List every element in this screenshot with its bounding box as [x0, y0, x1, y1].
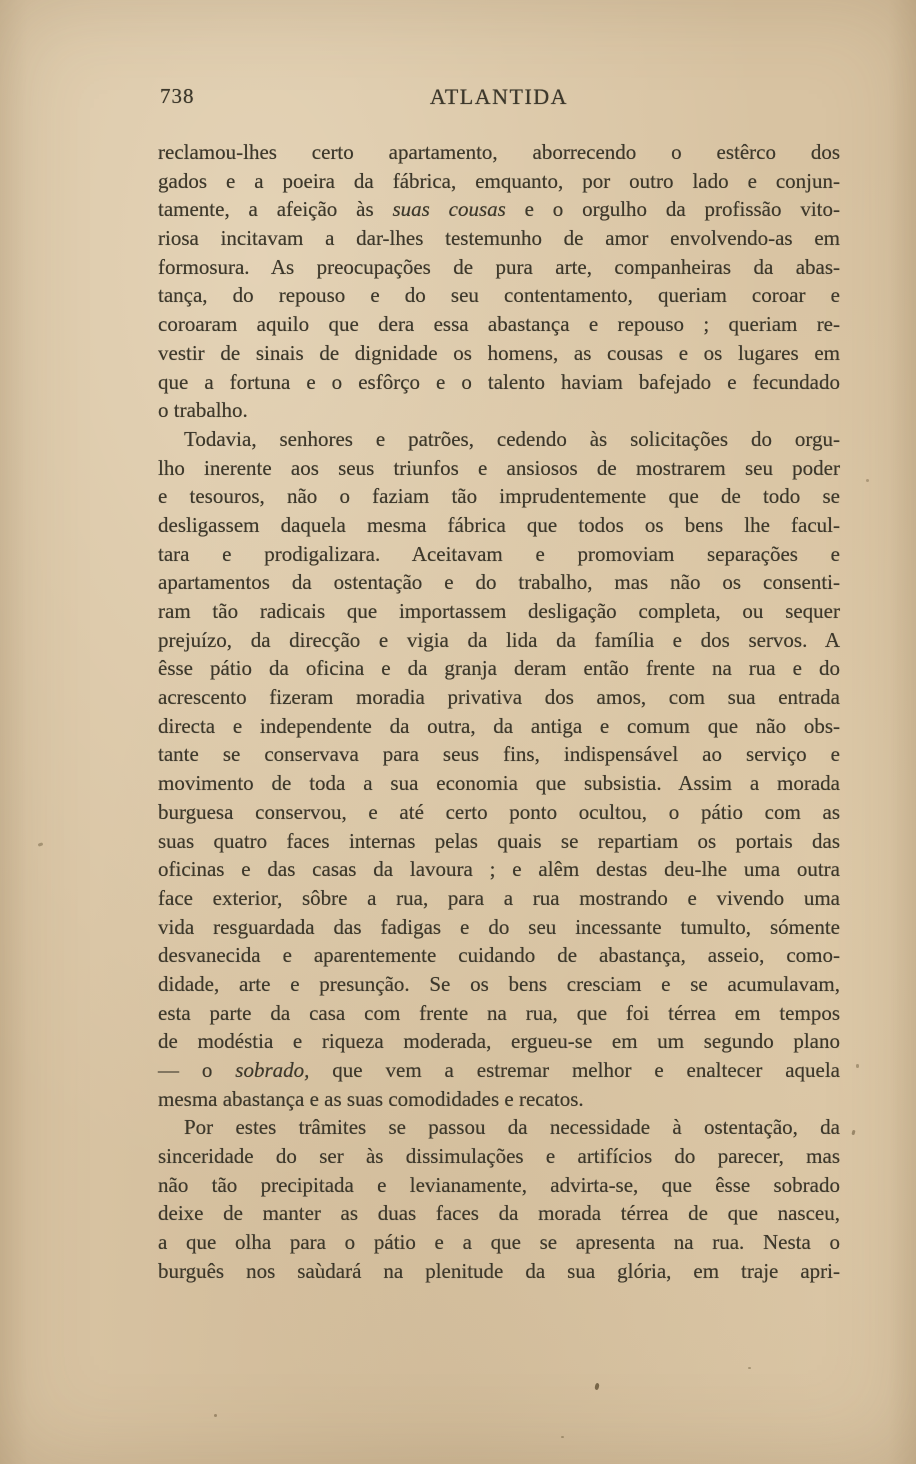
- text-line: movimento de toda a sua economia que subsistia. Assim a morada: [158, 771, 840, 796]
- text-line: ram tão radicais que importassem desligação completa, ou sequer: [158, 599, 840, 623]
- text-line: vestir de sinais de dignidade os homens, as cousas e os lugares em: [158, 340, 840, 365]
- text-line: Por estes trâmites se passou da necessidade à ostentação, da: [184, 1115, 840, 1140]
- text-line: mesma abastança e as suas comodidades e recatos.: [158, 1086, 584, 1111]
- text-line: formosura. As preocupações de pura arte, companheiras da abas-: [158, 254, 840, 279]
- paper-speck: [561, 1436, 564, 1438]
- running-head: [158, 84, 840, 112]
- paper-speck: [851, 1130, 855, 1136]
- text-line: lho inerente aos seus triunfos e ansiosos de mostrarem seu poder: [158, 455, 840, 480]
- text-line: desligassem daquela mesma fábrica que todos os bens lhe facul-: [158, 512, 840, 537]
- text-line: prejuízo, da direcção e vigia da lida da família e dos servos. A: [158, 627, 840, 652]
- paper-speck: [38, 842, 44, 847]
- text-line: tante se conservava para seus fins, indispensável ao serviço e: [158, 742, 840, 767]
- text-line: didade, arte e presunção. Se os bens cresciam e se acumulavam,: [158, 971, 840, 996]
- text-line: tara e prodigalizara. Aceitavam e promoviam separações e: [158, 541, 840, 566]
- text-line: que a fortuna e o esfôrço e o talento haviam bafejado e fecundado: [158, 369, 840, 394]
- text-line: o trabalho.: [158, 398, 248, 423]
- paragraph: [158, 138, 840, 425]
- text-line: êsse pátio da oficina e da granja deram então frente na rua e do: [158, 656, 840, 681]
- text-line: não tão precipitada e levianamente, advirta-se, que êsse sobrado: [158, 1172, 840, 1197]
- text-line: acrescento fizeram moradia privativa dos amos, com sua entrada: [158, 685, 840, 710]
- page-number: 738: [160, 84, 195, 108]
- text-line: e tesouros, não o faziam tão imprudentemente que de todo se: [158, 484, 840, 509]
- text-line: suas quatro faces internas pelas quais se repartiam os portais das: [158, 828, 840, 853]
- text-line: vida resguardada das fadigas e do seu incessante tumulto, sómente: [158, 914, 840, 939]
- text-line: a que olha para o pátio e a que se apresenta na rua. Nesta o: [158, 1230, 840, 1255]
- page-title: ATLANTIDA: [429, 84, 569, 109]
- text-line: Todavia, senhores e patrões, cedendo às solicitações do orgu-: [184, 426, 840, 451]
- text-line: coroaram aquilo que dera essa abastança e repouso ; queriam re-: [158, 312, 840, 337]
- text-line: burguês nos saùdará na plenitude da sua glória, em traje apri-: [158, 1258, 840, 1283]
- text-line: tança, do repouso e do seu contentamento, queriam coroar e: [158, 283, 840, 308]
- text-line: deixe de manter as duas faces da morada térrea de que nasceu,: [158, 1201, 840, 1226]
- text-line: gados e a poeira da fábrica, emquanto, por outro lado e conjun-: [158, 168, 840, 193]
- text-line: riosa incitavam a dar-lhes testemunho de amor envolvendo-as em: [158, 226, 840, 251]
- text-line: directa e independente da outra, da antiga e comum que não obs-: [158, 713, 840, 738]
- paper-speck: [866, 479, 869, 482]
- text-line: oficinas e das casas da lavoura ; e alêm destas deu-lhe uma outra: [158, 857, 840, 882]
- text-line: — o sobrado, que vem a estremar melhor e enaltecer aquela: [158, 1058, 840, 1082]
- paragraph: [158, 425, 840, 1114]
- paper-speck: [594, 1383, 599, 1391]
- text-line: desvanecida e aparentemente cuidando de abastança, asseio, como-: [158, 943, 840, 968]
- text-line: esta parte da casa com frente na rua, que foi térrea em tempos: [158, 1000, 840, 1025]
- page-body: [158, 138, 840, 1286]
- paragraph: [158, 1113, 840, 1285]
- paper-speck: [856, 1064, 859, 1068]
- paper-speck: [748, 1367, 751, 1369]
- text-line: de modéstia e riqueza moderada, ergueu-se em um segundo plano: [158, 1029, 840, 1054]
- text-line: face exterior, sôbre a rua, para a rua mostrando e vivendo uma: [158, 885, 840, 910]
- text-line: reclamou-lhes certo apartamento, aborrecendo o estêrco dos: [158, 140, 840, 164]
- text-line: tamente, a afeição às suas cousas e o orgulho da profissão vito-: [158, 197, 840, 222]
- text-line: apartamentos da ostentação e do trabalho, mas não os consenti-: [158, 570, 840, 595]
- text-line: burguesa conservou, e até certo ponto ocultou, o pátio com as: [158, 799, 840, 824]
- text-line: sinceridade do ser às dissimulações e artifícios do parecer, mas: [158, 1144, 840, 1169]
- paper-speck: [214, 1414, 217, 1417]
